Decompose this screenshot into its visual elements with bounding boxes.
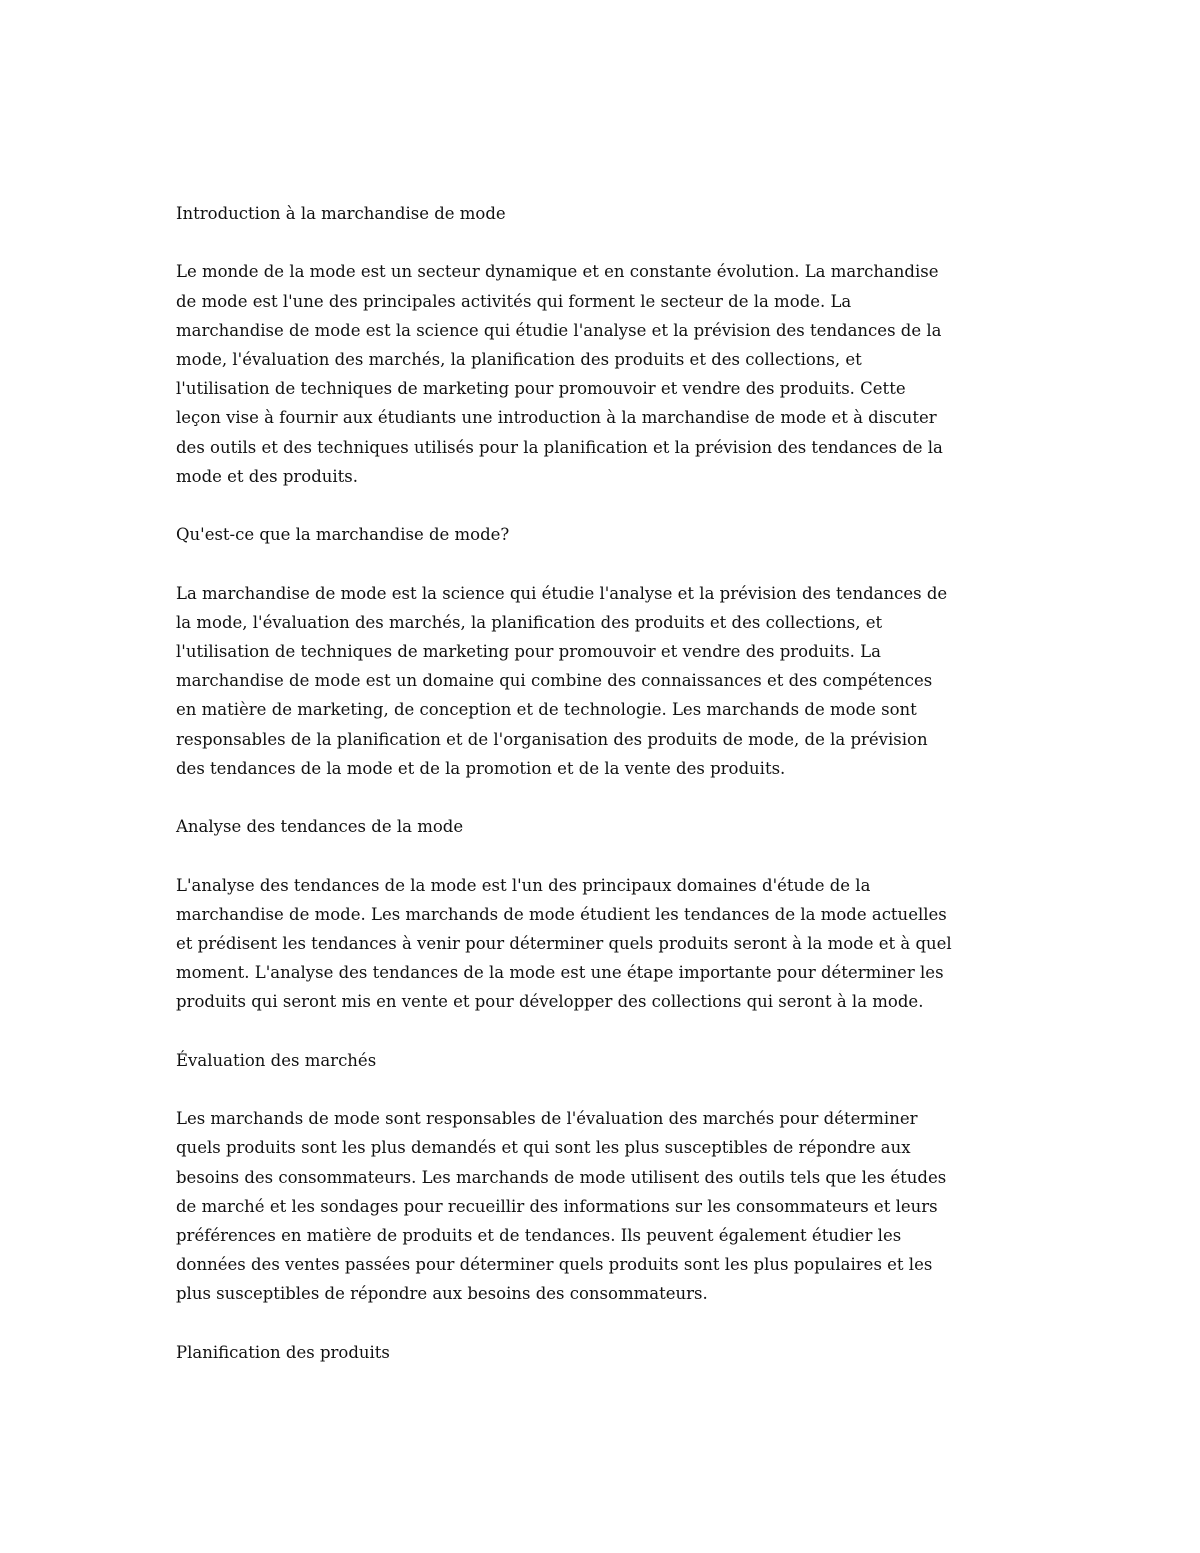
section-paragraph: La marchandise de mode est la science qui étudie l'analyse et la prévision des tendances de la mode, l'évaluation des marchés, la planification des produits et des collections, et l'utilisation de techniques de marketing pour promouvoir et vendre des produits. La marchandise de mode est un domaine qui combine des connaissances et des compétences en matière de marketing, de conception et de technologie. Les marchands de mode sont responsables de la planification et de l'organisation des produits de mode, de la prévision des tendances de la mode et de la promotion et de la vente des produits.	[176, 583, 948, 778]
section-heading: Analyse des tendances de la mode	[176, 817, 464, 837]
section-heading: Qu'est-ce que la marchandise de mode?	[176, 525, 510, 545]
section-heading: Introduction à la marchandise de mode	[176, 204, 506, 223]
section-paragraph: Les marchands de mode sont responsables de l'évaluation des marchés pour déterminer quels produits sont les plus demandés et qui sont les plus susceptibles de répondre aux besoins des consommateurs. Les marchands de mode utilisent des outils tels que les études de marché et les sondages pour recueillir des informations sur les consommateurs et leurs préférences en matière de produits et de tendances. Ils peuvent également étudier les données des ventes passées pour déterminer quels produits sont les plus populaires et les plus susceptibles de répondre aux besoins des consommateurs.	[176, 1109, 947, 1304]
section-heading: Évaluation des marchés	[176, 1050, 377, 1070]
document-page	[176, 199, 1036, 1367]
section-heading: Planification des produits	[176, 1342, 390, 1362]
section-paragraph: L'analyse des tendances de la mode est l'un des principaux domaines d'étude de la marchandise de mode. Les marchands de mode étudient les tendances de la mode actuelles et prédisent les tendances à venir pour déterminer quels produits seront à la mode et à quel moment. L'analyse des tendances de la mode est une étape importante pour déterminer les produits qui seront mis en vente et pour développer des collections qui seront à la mode.	[176, 875, 952, 1012]
section-paragraph: Le monde de la mode est un secteur dynamique et en constante évolution. La marchandise de mode est l'une des principales activités qui forment le secteur de la mode. La marchandise de mode est la science qui étudie l'analyse et la prévision des tendances de la mode, l'évaluation des marchés, la planification des produits et des collections, et l'utilisation de techniques de marketing pour promouvoir et vendre des produits. Cette leçon vise à fournir aux étudiants une introduction à la marchandise de mode et à discuter des outils et des techniques utilisés pour la planification et la prévision des tendances de la mode et des produits.	[176, 262, 943, 486]
